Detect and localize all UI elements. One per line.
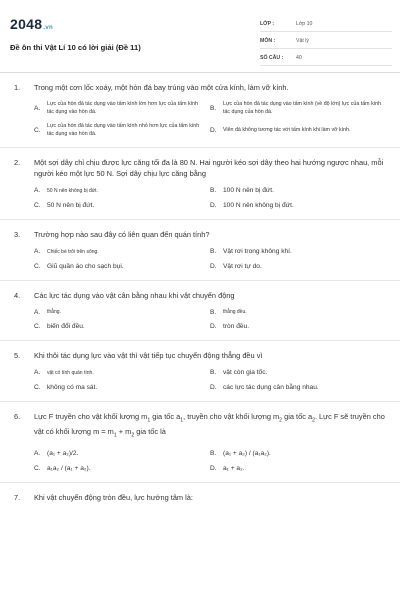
logo-suffix: .vn [43,25,53,31]
question-1 [0,73,400,148]
option-a[interactable] [34,305,210,319]
option-text: biến đổi đều. [47,323,85,330]
option-a[interactable] [34,244,210,259]
question-4 [0,281,400,341]
option-a[interactable] [34,365,210,380]
option-letter: A. [34,248,41,255]
question-5 [0,341,400,402]
option-letter: A. [34,449,41,457]
option-letter: A. [34,308,41,316]
option-d[interactable] [210,198,386,213]
option-d[interactable] [210,319,386,334]
option-letter: B. [210,104,217,112]
option-letter: B. [210,248,217,255]
info-value: Lớp 10 [296,21,313,27]
question-text: Các lực tác dụng vào vật cân bằng nhau khi vật chuyển động [34,291,235,300]
option-c[interactable] [34,119,210,141]
question-stem [14,492,386,503]
question-2 [0,148,400,220]
option-text: thẳng. [47,309,61,315]
option-letter: C. [34,323,41,330]
option-text: Chiếc bè trôi trên sông. [47,248,99,255]
question-stem [14,411,386,442]
option-letter: B. [210,187,217,194]
option-letter: C. [34,126,41,134]
option-c[interactable] [34,198,210,213]
option-text: các lực tác dụng cân bằng nhau. [223,384,319,391]
question-number: 3. [14,230,21,239]
option-list [34,244,386,274]
question-number: 2. [14,158,21,167]
option-letter: B. [210,449,217,457]
option-list [34,446,386,476]
option-text: vật còn gia tốc. [223,369,268,376]
question-number: 6. [14,412,21,421]
option-letter: B. [210,369,217,376]
option-list [34,365,386,395]
option-a[interactable] [34,183,210,198]
option-b[interactable] [210,183,386,198]
question-text: Khi thôi tác dụng lực vào vật thì vật tiếp tục chuyển động thẳng đều vì [34,351,263,360]
option-letter: D. [210,263,217,270]
option-text: Viên đá không tương tác với tấm kính khi làm vỡ kính. [223,127,351,133]
info-label: SỐ CÂU : [260,55,284,61]
option-letter: A. [34,187,41,194]
option-letter: C. [34,464,41,472]
option-text: (a₁ + a₂)/2. [47,449,79,457]
info-value: 40 [296,55,302,61]
question-7 [0,483,400,509]
option-letter: D. [210,126,217,134]
question-text: Khi vật chuyển động tròn đều, lực hướng tâm là: [34,492,193,502]
option-b[interactable] [210,244,386,259]
logo-text: 2048 [10,16,43,32]
option-text: Lực của hòn đá tác dụng vào tấm kính (về độ lớn) lực của tấm kính tác dụng của hòn đá. [223,101,382,115]
option-b[interactable] [210,365,386,380]
option-a[interactable] [34,446,210,461]
question-stem [14,82,386,93]
option-text: 100 N nên không bị đứt. [223,202,294,209]
option-b[interactable] [210,305,386,319]
option-letter: A. [34,104,41,112]
option-text: 50 N nên không bị đứt. [47,187,98,194]
info-row-subject [260,35,392,49]
option-text: vật có tính quán tính. [47,369,94,376]
info-value: Vật lý [296,38,309,44]
option-text: Vật rơi tự do. [223,263,262,270]
option-d[interactable] [210,461,386,476]
option-letter: C. [34,384,41,391]
option-text: a₁a₂ / (a₁ + a₂). [47,464,91,472]
question-3 [0,220,400,281]
option-text: Lực của hòn đá tác dụng vào tấm kính nhỏ hơn lực của tấm kính tác dụng vào hòn đá. [47,123,200,137]
option-c[interactable] [34,380,210,395]
question-stem [14,229,386,240]
question-list [0,73,400,509]
option-a[interactable] [34,97,210,119]
question-number: 7. [14,492,21,502]
option-c[interactable] [34,319,210,334]
info-row-question-count [260,52,392,66]
option-text: thẳng đều. [223,309,247,315]
option-text: 100 N nên bị đứt. [223,187,274,194]
site-logo[interactable] [10,16,53,32]
option-text: Giũ quần áo cho sạch bụi. [47,263,124,270]
option-letter: B. [210,308,217,316]
option-b[interactable] [210,97,386,119]
option-b[interactable] [210,446,386,461]
question-text: Lực F truyền cho vật khối lượng $m_1$ gia tốc $a_1$, truyền cho vật khối lượng $m_2$ gia tốc $a_2$. Lực F sẽ truyền cho vật có khối lượng $m = m_1 + m_2$ gia tốc là [34,412,385,439]
question-number: 1. [14,83,21,92]
option-text: Lực của hòn đá tác dụng vào tấm kính lớn hơn lực của tấm kính tác dụng vào hòn đá. [47,101,198,115]
option-letter: C. [34,263,41,270]
question-stem [14,350,386,361]
question-number: 4. [14,291,21,300]
option-text: không có ma sát. [47,384,98,391]
exam-info-panel [260,18,392,69]
option-c[interactable] [34,259,210,274]
option-text: (a₁ + a₂) / (a₁a₂). [223,449,271,457]
exam-title: Đề ôn thi Vật Lí 10 có lời giải (Đề 11) [10,43,141,52]
option-letter: D. [210,323,217,330]
option-letter: D. [210,384,217,391]
option-text: Vật rơi trong không khí. [223,248,292,255]
question-text: Trong một cơn lốc xoáy, một hòn đá bay trúng vào một cửa kính, làm vỡ kính. [34,83,289,92]
option-list [34,305,386,334]
option-letter: A. [34,369,41,376]
option-list [34,183,386,213]
question-text: Một sợi dây chỉ chịu được lực căng tối đa là 80 N. Hai người kéo sợi dây theo hai hướng ngược nhau, mỗi người kéo một lực 50 N. Sợi dây chịu lực căng bằng [34,158,384,178]
question-text: Trường hợp nào sau đây có liên quan đến quán tính? [34,230,210,239]
question-stem [14,290,386,301]
option-text: tròn đều. [223,323,250,330]
option-text: a₁ + a₂. [223,464,245,472]
option-d[interactable] [210,380,386,395]
info-label: LỚP : [260,21,275,27]
option-list [34,97,386,141]
option-letter: C. [34,202,41,209]
page-header [10,10,392,68]
option-letter: D. [210,202,217,209]
option-d[interactable] [210,259,386,274]
question-number: 5. [14,351,21,360]
option-text: 50 N nên bị đứt. [47,202,95,209]
option-c[interactable] [34,461,210,476]
info-row-class [260,18,392,32]
question-6 [0,402,400,483]
option-letter: D. [210,464,217,472]
option-d[interactable] [210,119,386,141]
info-label: MÔN : [260,38,276,44]
question-stem [14,157,386,179]
